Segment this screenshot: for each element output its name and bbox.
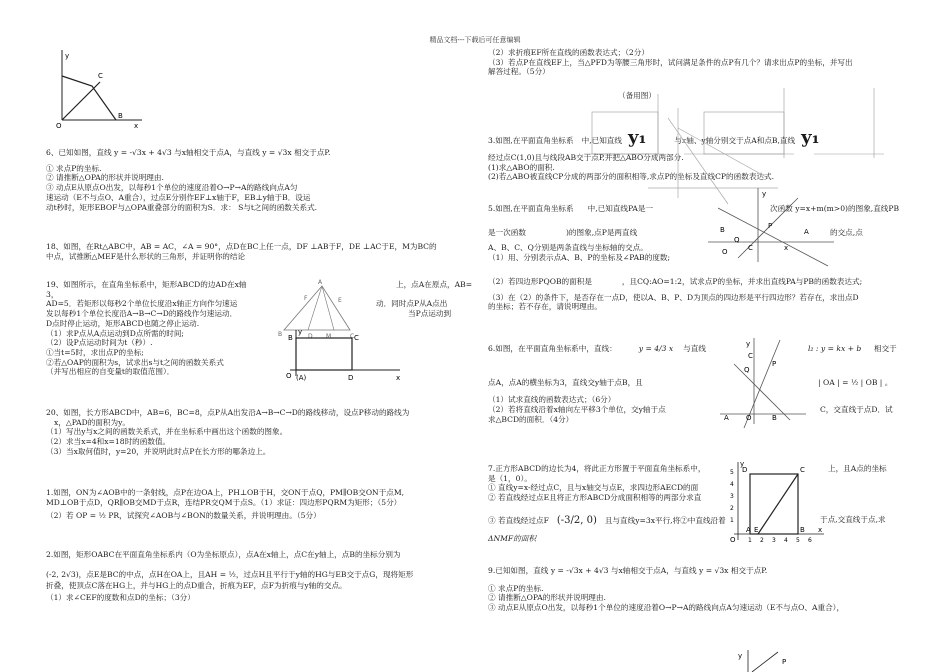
q6r-line: 点A，点A的横坐标为3，直线交y轴于点B，且 | OA | = ½ | OB | 。: [488, 377, 893, 387]
fig5-label: A: [804, 228, 809, 236]
q9-line: ② 请推断△OPA的形状并说明理由.: [488, 593, 606, 603]
fig18-label: A: [318, 279, 323, 286]
q20-line: （2）求当x=4和x=18时的函数值。: [46, 437, 171, 447]
fig6-label: O: [746, 414, 752, 422]
fig18-label: M: [326, 333, 332, 340]
q20-line: 20、如图，长方形ABCD中，AB=6，BC=8，点P从A出发沿A→B→C→D的路线移动，设点P移动的路线为: [46, 408, 410, 417]
fig18-label: F: [304, 295, 308, 302]
q1-line: （2）若 OP = ½ PR，试探究∠AOB与∠BON的数量关系，并说明理由。（5分）: [46, 511, 321, 521]
q5-line: 是一次函数 )的图象,点P是两直线 的交点,点: [488, 227, 863, 237]
q5-line: 的坐标；若不存在，请说明理由。: [488, 302, 602, 312]
q6-line: 速运动（E不与点O、A重合），过点E分别作EF⊥x轴于F，EB⊥y轴于B．设运: [46, 192, 311, 202]
q2-line: 折叠，使顶点C落在HG上，并与HG上的点D重合，折痕为EF，点F为折痕与y轴的交点。: [46, 581, 347, 591]
question-2: [46, 550, 413, 603]
fig5-label: y: [762, 190, 767, 198]
q19-line: （1）求P点从A点运动到D点所需的时间;: [46, 328, 184, 338]
fig7-label: D: [742, 466, 748, 474]
fig1-label: x: [134, 122, 139, 130]
question-20: [46, 408, 409, 457]
fig7-label: 4: [730, 481, 734, 488]
q5-line: （3）在（2）的条件下，是否存在一点D，使以A、B、P、D为顶点的四边形是平行四边形？若存在，求出点D: [488, 292, 859, 302]
q9-line: 9.已知如图，直线 y = -√3x + 4√3 与x轴相交于点A，与直线 y = √3x 相交于点P.: [488, 566, 768, 575]
q6r-line: （1）试求直线的函数表达式；（6分）: [488, 395, 616, 405]
figure-lines-pa-pb: [708, 188, 838, 268]
q19-line: 发以每秒1个单位长度沿A→B→C→D的路线作匀速运动． 当P点运动到: [46, 309, 452, 319]
fig7-label: 3: [730, 493, 734, 500]
question-6: [46, 148, 330, 212]
fig6-label: A: [724, 414, 729, 422]
q6r-line: （2）若将直线沿着x轴向左平移3个单位，交y轴于点 C，交直线于点D．试: [488, 405, 893, 415]
fig5-label: C: [748, 244, 753, 252]
q19-line: （2）设P点运动时间为t（秒）.: [46, 338, 153, 348]
question-19: [46, 280, 473, 377]
figure-lines-q6: [720, 338, 810, 428]
fig7-label: y: [740, 460, 745, 468]
fig5-label: B: [720, 226, 725, 234]
q19-line: （并写出相应的自变量t的取值范围）．: [46, 367, 175, 377]
fig6-label: P: [772, 360, 777, 368]
q3-line: (2)若△ABO被直线CP分成的两部分的面积相等,求点P的坐标及直线CP的函数表达式.: [488, 172, 775, 182]
q6-line: 动t秒时，矩形EBOF与△OPA重叠部分的面积为S．求： S与t之间的函数关系式.: [46, 202, 318, 212]
q19-line: 19、如图所示，在直角坐标系中，矩形ABCD的边AD在x轴 上，点A在原点，AB=: [46, 280, 473, 289]
fig19-label: y: [298, 328, 303, 336]
figure-partial-q9: [738, 650, 798, 672]
q19-line: ②若△OAP的面积为s，试求出s与t之间的函数关系式: [46, 357, 224, 367]
q19-line: D点时停止运动，矩形ABCD也随之停止运动.: [46, 318, 200, 328]
q18-line: 中点，试推断△MEF是什么形状的三角形，并证明你的结论: [46, 251, 246, 261]
q6r-line: 6.如图，在平面直角坐标系中，直线： y = 4/3 x 与直线 l₂ : y = kx + b 相交于: [488, 344, 897, 353]
q20-line: （3）当x取何值时，y=20，并说明此时点P在长方形的哪条边上。: [46, 446, 271, 456]
q7-line: ③ 若直线经过点F (-3/2, 0) 且与直线y=3x平行,将②中直线沿着 于点,交直线于点,求: [488, 514, 886, 526]
fig19-label: O: [286, 372, 292, 380]
fig1-label: B: [118, 112, 123, 120]
q1-line: 1.如图，ON为∠AOB中的一条射线，点P在边OA上，PH⊥OB于H，交ON于点Q，PM∥OB交ON于点M,: [46, 488, 405, 497]
fig5-label: O: [722, 248, 728, 256]
fig7-label: 4: [784, 537, 788, 544]
fig18-label: D: [308, 333, 313, 340]
fig7-label: 2: [730, 505, 734, 512]
fig7-label: x: [818, 526, 823, 534]
q19-line: AD=5．若矩形以每秒2个单位长度沿x轴正方向作匀速运 动．同时点P从A点出: [46, 299, 448, 309]
fig19-label: D: [348, 374, 354, 382]
q5-line: （1）用、分别表示点A、B、P的坐标及∠PAB的度数;: [488, 253, 671, 263]
q7-line: 是（1，0）。: [488, 473, 532, 483]
fig7-label: A: [746, 526, 751, 534]
q2-line: （1）求∠CEF的度数和点D的坐标；（3分）: [46, 593, 195, 603]
fig7-label: 1: [748, 537, 752, 544]
q9-line: ① 求点P的坐标.: [488, 583, 544, 593]
question-1: [46, 488, 404, 521]
fig6-label: y: [746, 340, 751, 348]
q20-line: （1）写出y与x之间的函数关系式，并在坐标系中画出这个函数的图象。: [46, 427, 288, 437]
fig9-label: P: [782, 658, 787, 666]
q5-line: （2）若四边形PQOB的面积是 ，且CQ:AO=1:2，试求点P的坐标，并求出直线PA与PB的函数表达式;: [488, 276, 863, 286]
fig19-label: x: [396, 374, 401, 382]
fig18-label: B: [278, 331, 283, 338]
fig7-label: O: [730, 536, 736, 544]
fig5-label: P: [768, 222, 773, 230]
q2-line: 解答过程。（5分）: [488, 67, 550, 77]
q9-line: ③ 动点E从原点O出发，以每秒1个单位的速度沿着O→P→A的路线向点A匀速运动（E不与点O、A重合），: [488, 603, 845, 613]
y1-symbol: y₁: [801, 127, 820, 148]
q3-line: (1)求△ABO的面积.: [488, 162, 555, 172]
q6r-line: 求△BCD的面积．（4分）: [488, 414, 574, 424]
fig19-label: B: [288, 334, 293, 342]
fig7-label: 2: [760, 537, 764, 544]
q18-line: 18、如图，在Rt△ABC中，AB = AC，∠A = 90°，点D在BC上任一点，DF ⊥AB于F，DE ⊥AC于E，M为BC的: [46, 242, 437, 251]
q5-line: 5.如图,在平面直角坐标系 中,已知直线PA是一 次函数 y=x+m(m>0)的图象,直线PB: [488, 204, 900, 213]
fig19-label: C: [354, 334, 359, 342]
fig18-label: C: [350, 333, 355, 340]
q6-line: ① 求点P的坐标.: [46, 163, 102, 173]
page-header: 精品文档---下载后可任意编辑: [429, 36, 521, 44]
q6-line: ② 请推断△OPA的形状并说明理由.: [46, 173, 164, 183]
fig6-label: Q: [744, 366, 750, 374]
q2-line: （3）若点P在直线EF上，当△PFD为等腰三角形时，试问满足条件的点P有几个？请求出点P的坐标，并写出: [488, 57, 853, 67]
fig7-label: 6: [808, 537, 812, 544]
q7-line: ② 若直线经过点E且将正方形ABCD分成面积相等的两部分求直: [488, 493, 702, 503]
q5-line: A、B、C、Q分别是两条直线与坐标轴的交点。: [488, 243, 648, 253]
fig7-label: 5: [730, 469, 734, 476]
figure-square-grid: [728, 460, 828, 546]
figure-rectangle-axes: [286, 328, 406, 388]
q19-line: 3，: [46, 289, 59, 299]
fig1-label: C: [98, 72, 103, 80]
q2-line: （2）求折痕EF所在直线的函数表达式；（2分）: [488, 48, 649, 57]
fig6-label: C: [748, 352, 753, 360]
q19-line: ①当t=5时，求出点P的坐标;: [46, 348, 144, 358]
q6-line: 6、已知如图，直线 y = -√3x + 4√3 与x轴相交于点A，与直线 y = √3x 相交于点P.: [46, 148, 331, 157]
q20-line: x，△PAD的面积为y。: [54, 417, 130, 427]
y1-symbol: y₁: [628, 127, 647, 148]
fig1-label: O: [56, 122, 62, 130]
question-7: [488, 464, 887, 543]
q7-line: ① 直线y=x-经过点C，且与x轴交与点E，求四边形AECD的面: [488, 483, 699, 493]
question-6-right: [488, 344, 897, 425]
q3-line: 经过点C(1,0)且与线段AB交于点P,并把△ABO分成两部分.: [488, 153, 684, 163]
fig1-label: y: [65, 52, 70, 60]
fig6-label: B: [772, 414, 777, 422]
fig18-label: E: [338, 297, 342, 304]
fig7-label: 5: [796, 537, 800, 544]
spare-figure-caption: （备用图）: [618, 91, 656, 101]
q1-line: MD⊥OB于点D，QR∥OB交MD于点R，连结PR交QM于点S。（1）求证：四边形PQRM为矩形；（5分）: [46, 497, 402, 507]
fig19-label: (A): [296, 374, 307, 382]
fig7-label: E: [754, 526, 759, 534]
fig5-label: Q: [734, 236, 740, 244]
question-9: [488, 566, 844, 613]
q6-line: ③ 动点E从原点O出发，以每秒1个单位的速度沿着O→P→A的路线向点A匀: [46, 183, 298, 193]
q7-line: 7.正方形ABCD的边长为4，将此正方形置于平面直角坐标系中， 上，且A点的坐标: [488, 464, 887, 473]
point-f: (-3/2, 0): [556, 514, 597, 526]
q3-line: 3.如图,在平面直角坐标系 中,已知直线 y₁ 与x轴、y轴分别交于点A和点B,直线 y₁: [488, 127, 820, 148]
fig7-label: B: [800, 526, 805, 534]
fig7-label: 3: [772, 537, 776, 544]
fig9-label: y: [738, 652, 743, 660]
q2-line: 2.如图，矩形OABC在平面直角坐标系内（O为坐标原点），点A在x轴上，点C在y轴上，点B的坐标分别为: [46, 550, 401, 559]
figure-triangle-axes: [56, 48, 146, 128]
q7-line: ΔNMF的面积: [488, 533, 536, 543]
fig7-label: 1: [730, 517, 734, 524]
q2-line: (-2, 2√3)，点E是BC的中点，点H在OA上，且AH = ½，过点H且平行于y轴的HG与EB交于点G，现将矩形: [46, 569, 414, 579]
fig5-label: x: [784, 244, 789, 252]
fig7-label: C: [800, 466, 805, 474]
question-18: [46, 242, 437, 261]
